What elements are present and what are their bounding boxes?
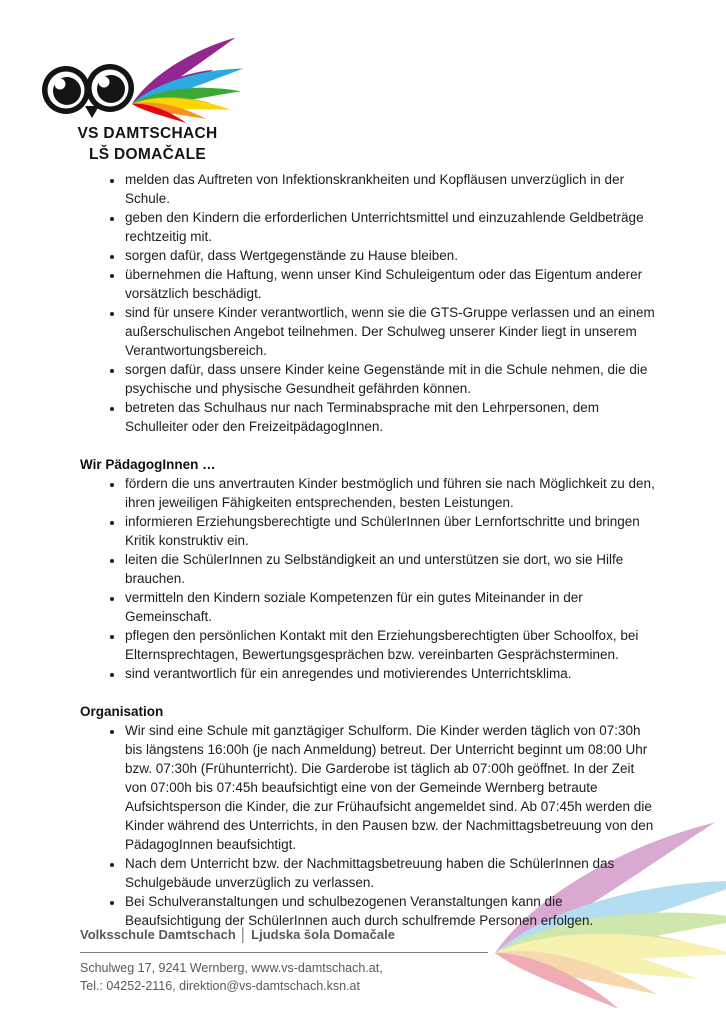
bullet-item: • sorgen dafür, dass unsere Kinder keine Gegenstände mit in die Schule nehmen, die die psychische und physische Gesundheit gefährden können. <box>124 360 658 398</box>
footer-divider <box>80 952 488 953</box>
section-organisation <box>80 702 658 930</box>
section-heading-paedagoginnen: Wir PädagogInnen … <box>80 457 216 472</box>
bullet-item: • leiten die SchülerInnen zu Selbständigkeit an und unterstützen sie dort, wo sie Hilfe brauchen. <box>124 550 658 588</box>
section-paedagoginnen <box>80 455 658 683</box>
bullet-item: • informieren Erziehungsberechtigte und SchülerInnen über Lernfortschritte und bringen Kritik konstruktiv ein. <box>124 512 658 550</box>
bullet-item: • melden das Auftreten von Infektionskrankheiten und Kopfläusen unverzüglich in der Schule. <box>124 170 658 208</box>
bullet-item: • Bei Schulveranstaltungen und schulbezogenen Veranstaltungen kann die Beaufsichtigung der SchülerInnen auch durch schulfremde Personen erfolgen. <box>124 892 658 930</box>
bullet-item: • fördern die uns anvertrauten Kinder bestmöglich und führen sie nach Möglichkeit zu den, ihren jeweiligen Fähigkeiten entsprechenden, besten Leistungen. <box>124 474 658 512</box>
footer-address-line1: Schulweg 17, 9241 Wernberg, www.vs-damtschach.at, <box>80 961 383 975</box>
bullet-item: • geben den Kindern die erforderlichen Unterrichtsmittel und einzuzahlende Geldbeträge rechtzeitig mit. <box>124 208 658 246</box>
section-heading-organisation: Organisation <box>80 704 164 719</box>
owl-feather-logo-icon <box>40 42 255 122</box>
owl-eyes-icon <box>42 64 134 118</box>
footer-school-names: Volksschule Damtschach │ Ljudska šola Domačale <box>80 927 395 942</box>
bullet-item: • sind verantwortlich für ein anregendes und motivierendes Unterrichtsklima. <box>124 664 658 683</box>
logo-title-line1: VS DAMTSCHACH <box>77 125 218 142</box>
bullet-item: • übernehmen die Haftung, wenn unser Kind Schuleigentum oder das Eigentum anderer vorsätzlich beschädigt. <box>124 265 658 303</box>
document-body <box>80 170 658 930</box>
bullet-item: • sind für unsere Kinder verantwortlich, wenn sie die GTS-Gruppe verlassen und an einem außerschulischen Angebot teilnehmen. Der Schulweg unserer Kinder liegt in unserem Verantwortungsbereich. <box>124 303 658 360</box>
bullet-item: • vermitteln den Kindern soziale Kompetenzen für ein gutes Miteinander in der Gemeinschaft. <box>124 588 658 626</box>
bullet-item: • sorgen dafür, dass Wertgegenstände zu Hause bleiben. <box>124 246 658 265</box>
bullet-item: • Wir sind eine Schule mit ganztägiger Schulform. Die Kinder werden täglich von 07:30h bis längstens 16:00h (je nach Anmeldung) betreut. Der Unterricht beginnt um 08:00 Uhr bzw. 07:30h (Frühunterricht). Die Garderobe ist täglich ab 07:00h geöffnet. In der Zeit von 07:00h bis 07:45h beaufsichtigt eine von der Gemeinde Wernberg betraute Aufsichtsperson die Kinder, die zur Frühaufsicht angemeldet sind. Ab 07:45h werden die Kinder während des Unterrichts, in den Pausen bzw. der Nachmittagsbetreuung von den PädagogInnen beaufsichtigt. <box>124 721 658 854</box>
logo-title-line2: LŠ DOMAČALE <box>89 146 206 163</box>
owl-beak-icon <box>85 106 99 118</box>
school-logo <box>40 42 255 164</box>
bullet-item: • Nach dem Unterricht bzw. der Nachmittagsbetreuung haben die SchülerInnen das Schulgebäude unverzüglich zu verlassen. <box>124 854 658 892</box>
bullet-item: • pflegen den persönlichen Kontakt mit den Erziehungsberechtigten über Schoolfox, bei Elternsprechtagen, Bewertungsgesprächen bzw. vereinbarten Gesprächsterminen. <box>124 626 658 664</box>
footer <box>80 926 658 995</box>
section-parents-duties <box>80 170 658 436</box>
bullet-item: • betreten das Schulhaus nur nach Terminabsprache mit den Lehrpersonen, dem Schulleiter oder den FreizeitpädagogInnen. <box>124 398 658 436</box>
footer-address-line2: Tel.: 04252-2116, direktion@vs-damtschach.ksn.at <box>80 979 360 993</box>
rainbow-feather-icon <box>122 37 245 137</box>
